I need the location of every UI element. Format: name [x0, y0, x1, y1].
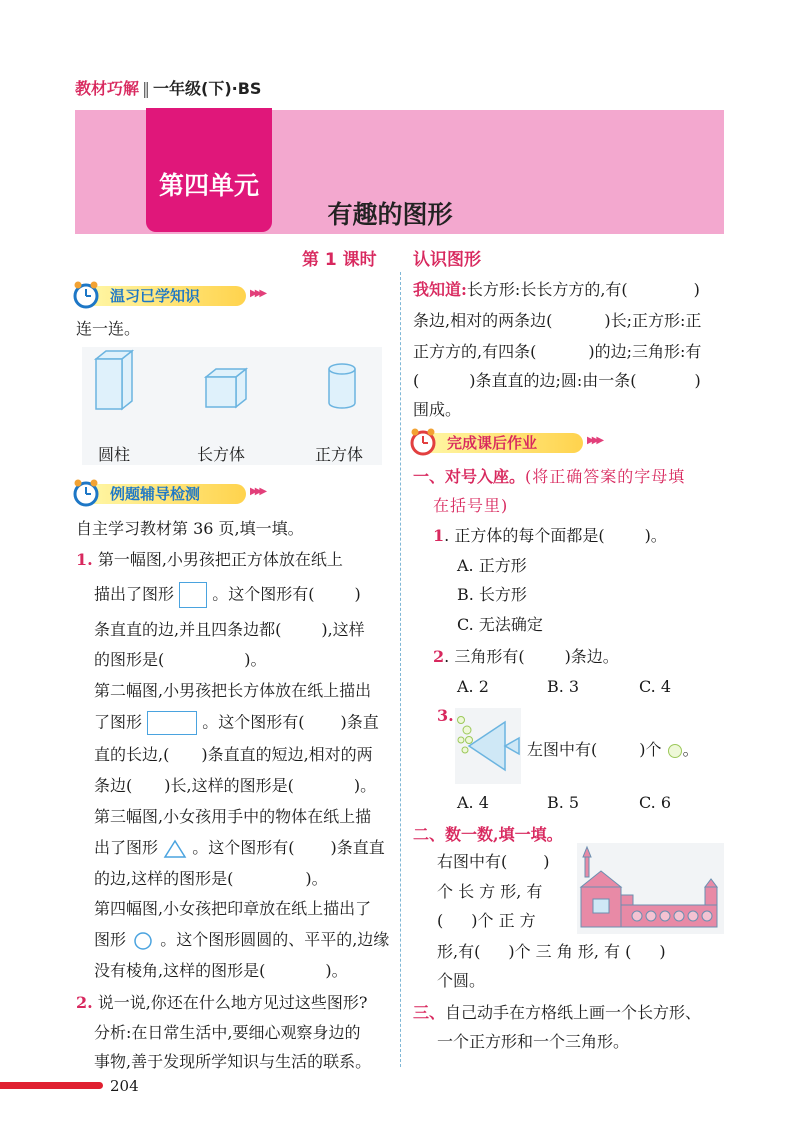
part3-line2: 一个正方形和一个三角形。 [437, 1032, 630, 1051]
example-q1-line5: 第二幅图,小男孩把长方体放在纸上描出 [94, 681, 372, 700]
text: 。这个图形有( [212, 584, 315, 604]
text: 形,有( [437, 942, 481, 961]
text: )个 [639, 740, 662, 759]
review-title: 温习已学知识 [110, 287, 201, 305]
text: 自己动手在方格纸上画一个长方形、 [445, 1003, 702, 1022]
text: )条直直 [330, 838, 385, 857]
text: )条直直的短边,相对的两 [201, 745, 373, 764]
review-instruction: 连一连。 [76, 319, 141, 338]
text: . 正方体的每个面都是( [444, 526, 605, 545]
question-number: 1 [433, 526, 445, 545]
example-q1-line6 [94, 711, 379, 735]
arrows-icon: ▶▶▶ [250, 288, 265, 299]
hw-q2 [433, 647, 619, 667]
fish-picture-panel [455, 708, 521, 784]
house-picture-panel [577, 843, 724, 934]
text: ),这样 [321, 620, 365, 639]
triangle-figure [163, 839, 187, 859]
text: 第一幅图,小男孩把正方体放在纸上 [97, 550, 343, 569]
lesson-title: 认识图形 [413, 250, 481, 270]
know-line5: 围成。 [413, 400, 462, 419]
text: 说一说,你还在什么地方见过这些图形? [97, 993, 368, 1012]
cylinder-shape [329, 364, 355, 408]
text: ) [659, 942, 666, 961]
part2-line1 [437, 852, 550, 872]
text: 。这个图形有( [202, 712, 305, 732]
label-cylinder: 圆柱 [98, 445, 131, 464]
alarm-clock-icon [72, 477, 100, 507]
hw-q2-option-a: A. 2 [457, 677, 489, 696]
example-q1-line11 [94, 869, 328, 889]
text: ) [543, 852, 550, 871]
cube-shape [206, 369, 246, 407]
example-q1-line12: 第四幅图,小女孩把印章放在纸上描出了 [94, 899, 372, 918]
fish-of-shapes-figure [455, 708, 521, 784]
part2-line3 [437, 911, 536, 931]
part1-note: (将正确答案的字母填 [525, 467, 686, 486]
example-q1-line7 [94, 745, 373, 765]
unit-title: 有趣的图形 [327, 200, 453, 229]
hw-q3-option-b: B. 5 [547, 793, 580, 812]
square-figure [179, 582, 207, 608]
question-number: 1 [76, 550, 88, 569]
hw-q3-option-a: A. 4 [457, 793, 489, 812]
arrows-icon: ▶▶▶ [587, 435, 602, 446]
text: 条边,相对的两条边( [413, 311, 553, 330]
text: )条直 [340, 712, 379, 732]
part2-line4 [437, 942, 666, 962]
text: )。 [305, 869, 328, 888]
alarm-clock-icon [409, 426, 437, 456]
hw-q1-option-c: C. 无法确定 [457, 615, 543, 634]
page-number: 204 [110, 1077, 139, 1095]
know-label: 我知道: [413, 280, 467, 299]
hw-q3-option-c: C. 6 [639, 793, 672, 812]
example-q1-line10 [94, 838, 385, 859]
grade-label: 一年级(下)·BS [153, 79, 262, 98]
know-line3 [413, 342, 701, 362]
text: 条直直的边,并且四条边都( [94, 620, 282, 639]
header-separator: ‖ [142, 79, 151, 98]
text: ) [354, 584, 361, 604]
part2-line5: 个圆。 [437, 971, 486, 990]
text: )。 [244, 650, 267, 669]
text: 的边,这样的图形是( [94, 869, 234, 888]
unit-label: 第四单元 [158, 171, 259, 200]
text: )。 [325, 961, 348, 980]
example-q1-line14 [94, 961, 348, 981]
rectangle-figure [147, 711, 197, 735]
column-divider [400, 272, 401, 1067]
part1-heading [413, 467, 685, 487]
text: 长方形:长长方方的,有( [466, 280, 628, 299]
part2-line2: 个 长 方 形, 有 [437, 882, 543, 901]
know-line2 [413, 311, 701, 331]
hw-q3-number [437, 706, 454, 726]
examples-section-header [76, 481, 296, 505]
part2-heading: 二、数一数,填一填。 [413, 825, 563, 844]
footer-bar [0, 1082, 103, 1089]
know-line4 [413, 371, 701, 391]
analysis-line2: 事物,善于发现所学知识与生活的联系。 [94, 1052, 372, 1071]
example-q1-line2 [94, 582, 361, 608]
hw-q3-text [527, 740, 699, 760]
example-q1-line13 [94, 930, 389, 951]
circle-figure [131, 931, 155, 951]
hw-q2-option-c: C. 4 [639, 677, 672, 696]
alarm-clock-icon [72, 279, 100, 309]
text: ( [437, 911, 444, 930]
example-q2 [76, 993, 367, 1013]
example-q1-line4 [94, 650, 267, 670]
text: ( [413, 371, 420, 390]
small-circle-icon [667, 743, 683, 759]
text: )。 [644, 526, 667, 545]
know-line1 [413, 280, 700, 300]
part1-note-cont: 在括号里) [433, 496, 509, 515]
part3-title: 三、 [413, 1003, 446, 1022]
cuboid-shape [96, 351, 132, 409]
book-brand: 教材巧解 [75, 79, 140, 98]
running-header [75, 76, 261, 99]
example-q1-line1: 1. 第一幅图,小男孩把正方体放在纸上 [76, 550, 343, 569]
text: )条直直的边;圆:由一条( [469, 371, 637, 390]
examples-intro: 自主学习教材第 36 页,填一填。 [76, 519, 304, 538]
homework-title: 完成课后作业 [447, 434, 538, 452]
text: 图形 [94, 930, 127, 949]
text: )。 [353, 776, 377, 795]
text: 右图中有( [437, 852, 508, 871]
question-number: 3. [437, 706, 454, 725]
question-number: 2. [76, 993, 93, 1012]
hw-q2-option-b: B. 3 [547, 677, 580, 696]
text: 直的长边,( [94, 745, 170, 764]
text: )个 正 方 [471, 911, 536, 930]
text: 没有棱角,这样的图形是( [94, 961, 266, 980]
text: 描出了图形 [94, 584, 175, 604]
house-of-shapes-figure [577, 843, 724, 934]
text: 。这个图形圆圆的、平平的,边缘 [160, 930, 390, 949]
part1-title: 一、对号入座。 [413, 467, 526, 486]
text: )长;正方形:正 [604, 311, 702, 330]
example-q1-line8 [94, 776, 376, 796]
homework-section-header [413, 430, 633, 454]
text: 正方方的,有四条( [413, 342, 537, 361]
text: 了图形 [94, 712, 143, 732]
text: ) [693, 280, 700, 299]
text: 左图中有( [527, 740, 598, 759]
example-q1-line3 [94, 620, 365, 640]
text: ) [694, 371, 701, 390]
lesson-number: 第 1 课时 [302, 250, 377, 270]
part3-line1 [413, 1003, 701, 1023]
text: )个 三 角 形, 有 ( [508, 942, 632, 961]
text: . 三角形有( [444, 647, 525, 666]
analysis-line1: 分析:在日常生活中,要细心观察身边的 [94, 1023, 361, 1042]
text: )条边。 [564, 647, 619, 666]
arrows-icon: ▶▶▶ [250, 486, 265, 497]
text: )长,这样的图形是( [164, 776, 294, 795]
text: 。 [682, 740, 699, 759]
example-q1-line9: 第三幅图,小女孩用手中的物体在纸上描 [94, 807, 372, 826]
text: 出了图形 [94, 838, 159, 857]
label-cube: 正方体 [315, 445, 364, 464]
text: 的图形是( [94, 650, 165, 669]
question-number: 2 [433, 647, 445, 666]
text: )的边;三角形:有 [588, 342, 702, 361]
label-cuboid: 长方体 [197, 445, 246, 464]
examples-title: 例题辅导检测 [110, 485, 201, 503]
hw-q1 [433, 526, 667, 546]
text: 。这个图形有( [192, 838, 295, 857]
text: 条边( [94, 776, 133, 795]
hw-q1-option-b: B. 长方形 [457, 585, 527, 604]
hw-q1-option-a: A. 正方形 [457, 556, 527, 575]
review-section-header [76, 283, 296, 307]
